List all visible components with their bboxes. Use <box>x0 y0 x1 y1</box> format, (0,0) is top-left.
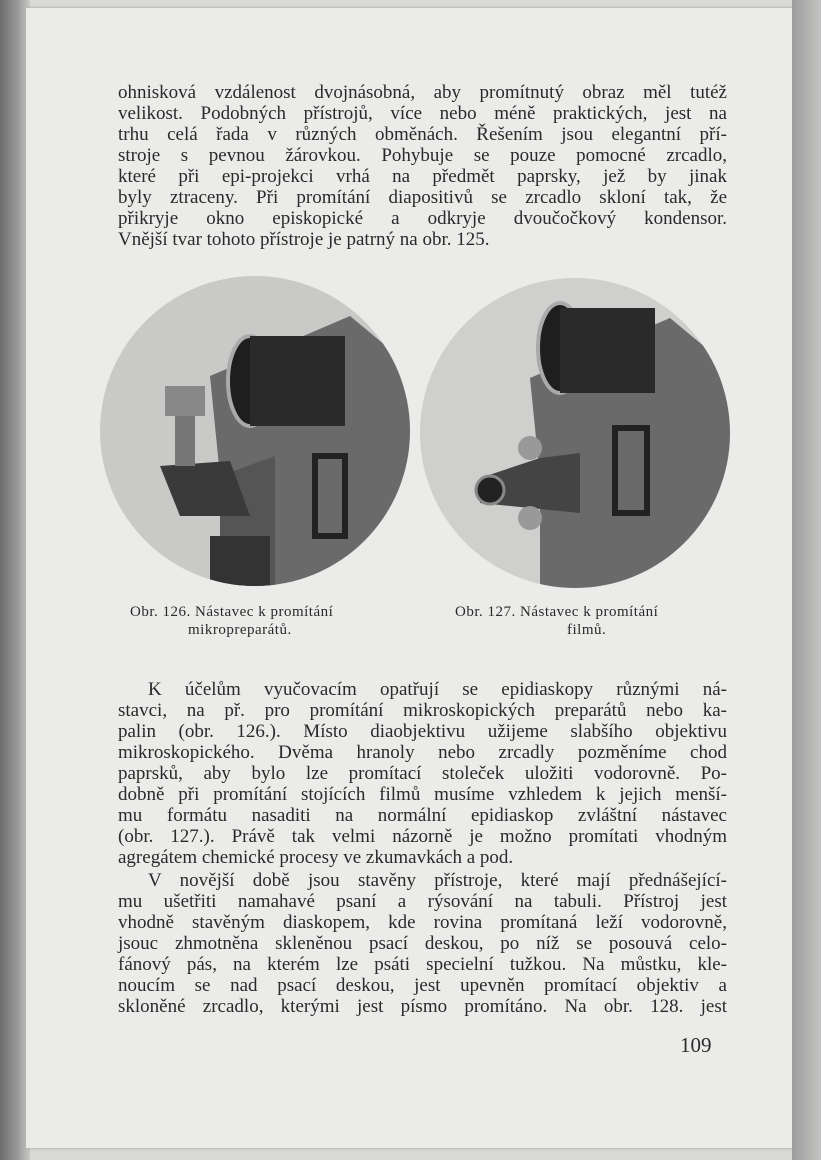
caption-line: Obr. 127. Nástavec k promítání <box>455 604 659 620</box>
text-line: Vnější tvar tohoto přístroje je patrný na obr. 125. <box>118 229 490 250</box>
text-line: palin (obr. 126.). Místo diaobjektivu užijeme slabšího objektivu <box>118 721 727 742</box>
page-number: 109 <box>680 1033 712 1057</box>
text-line: noucím se nad psací deskou, jest upevněn promítací objektiv a <box>118 975 727 996</box>
text-line: paprsků, aby bylo lze promítací stoleček uložiti vodorovně. Po- <box>118 763 727 784</box>
figure-127-photo <box>420 278 730 588</box>
paragraph-2 <box>118 679 727 868</box>
text-line: velikost. Podobných přístrojů, více nebo méně praktických, jest na <box>118 103 727 124</box>
text-line: dobně při promítání stojících filmů musíme vzhledem k jejich menší- <box>118 784 727 805</box>
paragraph-1 <box>118 82 727 250</box>
text-line: ohnisková vzdálenost dvojnásobná, aby promítnutý obraz měl tutéž <box>118 82 727 103</box>
text-line: skloněné zrcadlo, kterými jest písmo promítáno. Na obr. 128. jest <box>118 996 727 1017</box>
figure-126-caption <box>130 603 333 639</box>
text-line: agregátem chemické procesy ve zkumavkách a pod. <box>118 847 514 868</box>
caption-line: Obr. 126. Nástavec k promítání <box>130 604 334 620</box>
text-line: (obr. 127.). Právě tak velmi názorně je možno promítati vhodným <box>118 826 727 847</box>
text-line: V novější době jsou stavěny přístroje, které mají přednášející- <box>148 870 727 891</box>
text-line: stroje s pevnou žárovkou. Pohybuje se pouze pomocné zrcadlo, <box>118 145 727 166</box>
text-line: jsouc zhmotněna skleněnou psací deskou, po níž se posouvá celo- <box>118 933 727 954</box>
figure-127-caption <box>455 603 658 639</box>
text-line: trhu celá řada v různých obměnách. Řešením jsou elegantní pří- <box>118 124 727 145</box>
text-line: stavci, na př. pro promítání mikroskopických preparátů nebo ka- <box>118 700 727 721</box>
text-line: mu formátu nasaditi na normální epidiaskop zvláštní nástavec <box>118 805 727 826</box>
page-edge <box>792 0 821 1160</box>
text-line: které při epi-projekci vrhá na předmět paprsky, jež by jinak <box>118 166 727 187</box>
text-line: fánový pás, na kterém lze psáti specielní tužkou. Na můstku, kle- <box>118 954 727 975</box>
text-line: mu ušetřiti namahavé psaní a rýsování na tabuli. Přístroj jest <box>118 891 727 912</box>
paragraph-3 <box>118 870 727 1017</box>
caption-line: filmů. <box>567 622 607 638</box>
caption-line: mikropreparátů. <box>188 622 292 638</box>
text-line: K účelům vyučovacím opatřují se epidiaskopy různými ná- <box>148 679 727 700</box>
text-line: přikryje okno episkopické a odkryje dvoučočkový kondensor. <box>118 208 727 229</box>
figure-126-photo <box>100 276 410 586</box>
text-line: vhodně stavěným diaskopem, kde rovina promítaná leží vodorovně, <box>118 912 727 933</box>
text-line: byly ztraceny. Při promítání diapositivů se zrcadlo skloní tak, že <box>118 187 727 208</box>
text-line: mikroskopického. Dvěma hranoly nebo zrcadly pozměníme chod <box>118 742 727 763</box>
